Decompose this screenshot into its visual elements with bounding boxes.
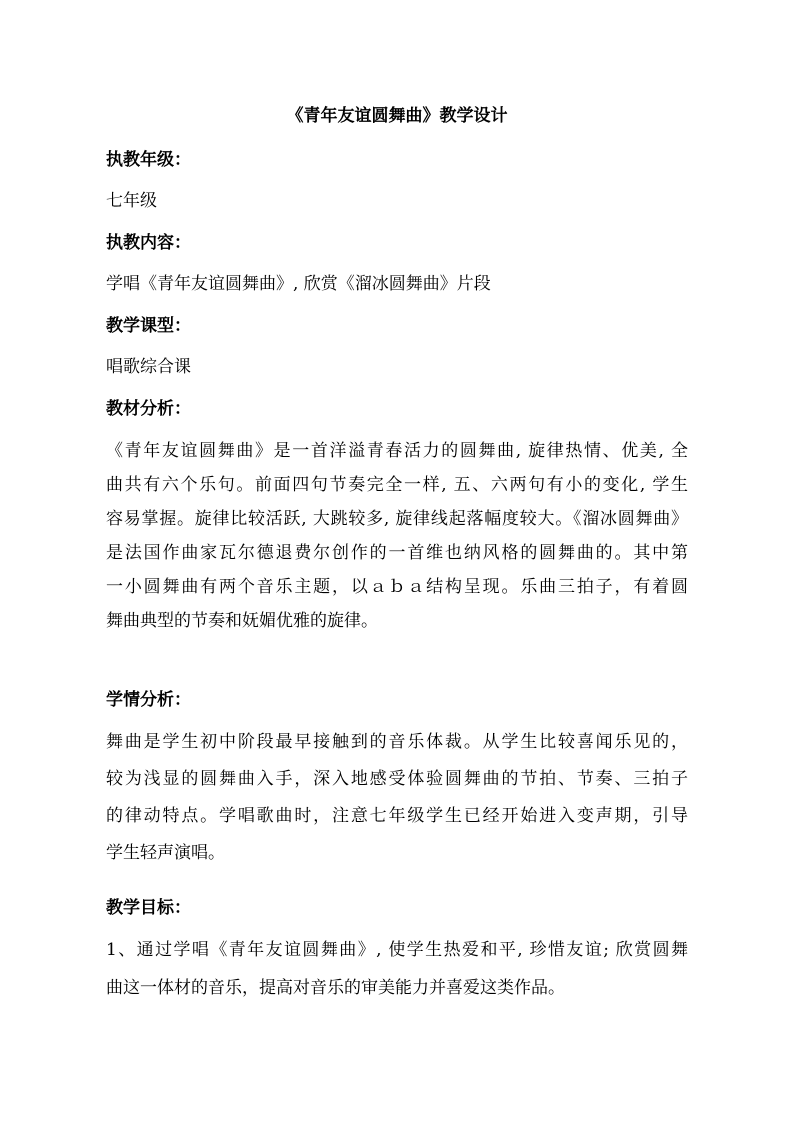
content-heading: 执教内容： (106, 233, 191, 253)
paragraph-line: 学生轻声演唱。 (106, 843, 225, 863)
paragraph-line: 《青年友谊圆舞曲》是一首洋溢青春活力的圆舞曲, 旋律热情、优美, 全 (106, 441, 688, 461)
objectives-heading: 教学目标： (106, 898, 191, 918)
paragraph-line: 一小圆舞曲有两个音乐主题，以ａｂａ结构呈现。乐曲三拍子，有着圆 (106, 577, 688, 597)
material-analysis-heading: 教材分析： (106, 399, 191, 419)
lesson-type-text: 唱歌综合课 (106, 357, 191, 377)
paragraph-line: 1、通过学唱《青年友谊圆舞曲》, 使学生热爱和平, 珍惜友谊; 欣赏圆舞 (106, 940, 688, 960)
objectives-paragraph (106, 938, 688, 1014)
document-title: 《青年友谊圆舞曲》教学设计 (286, 106, 508, 126)
paragraph-line: 曲共有六个乐句。前面四句节奏完全一样, 五、六两句有小的变化, 学生 (106, 475, 688, 495)
paragraph-line: 较为浅显的圆舞曲入手，深入地感受体验圆舞曲的节拍、节奏、三拍子 (106, 769, 688, 789)
student-analysis-paragraph (106, 730, 688, 878)
paragraph-line: 的律动特点。学唱歌曲时，注意七年级学生已经开始进入变声期，引导 (106, 806, 688, 826)
grade-heading: 执教年级： (106, 150, 191, 170)
student-analysis-heading: 学情分析： (106, 690, 191, 710)
paragraph-line: 容易掌握。旋律比较活跃, 大跳较多, 旋律线起落幅度较大。《溜冰圆舞曲》 (106, 509, 688, 529)
content-text: 学唱《青年友谊圆舞曲》, 欣赏《溜冰圆舞曲》片段 (106, 274, 491, 294)
paragraph-line: 是法国作曲家瓦尔德退费尔创作的一首维也纳风格的圆舞曲的。其中第 (106, 543, 688, 563)
lesson-type-heading: 教学课型： (106, 316, 191, 336)
paragraph-line: 舞曲典型的节奏和妩媚优雅的旋律。 (106, 611, 378, 631)
material-analysis-paragraph (106, 439, 688, 643)
paragraph-line: 舞曲是学生初中阶段最早接触到的音乐体裁。从学生比较喜闻乐见的， (106, 732, 688, 752)
paragraph-line: 曲这一体材的音乐，提高对音乐的审美能力并喜爱这类作品。 (106, 978, 565, 998)
grade-text: 七年级 (106, 191, 157, 211)
